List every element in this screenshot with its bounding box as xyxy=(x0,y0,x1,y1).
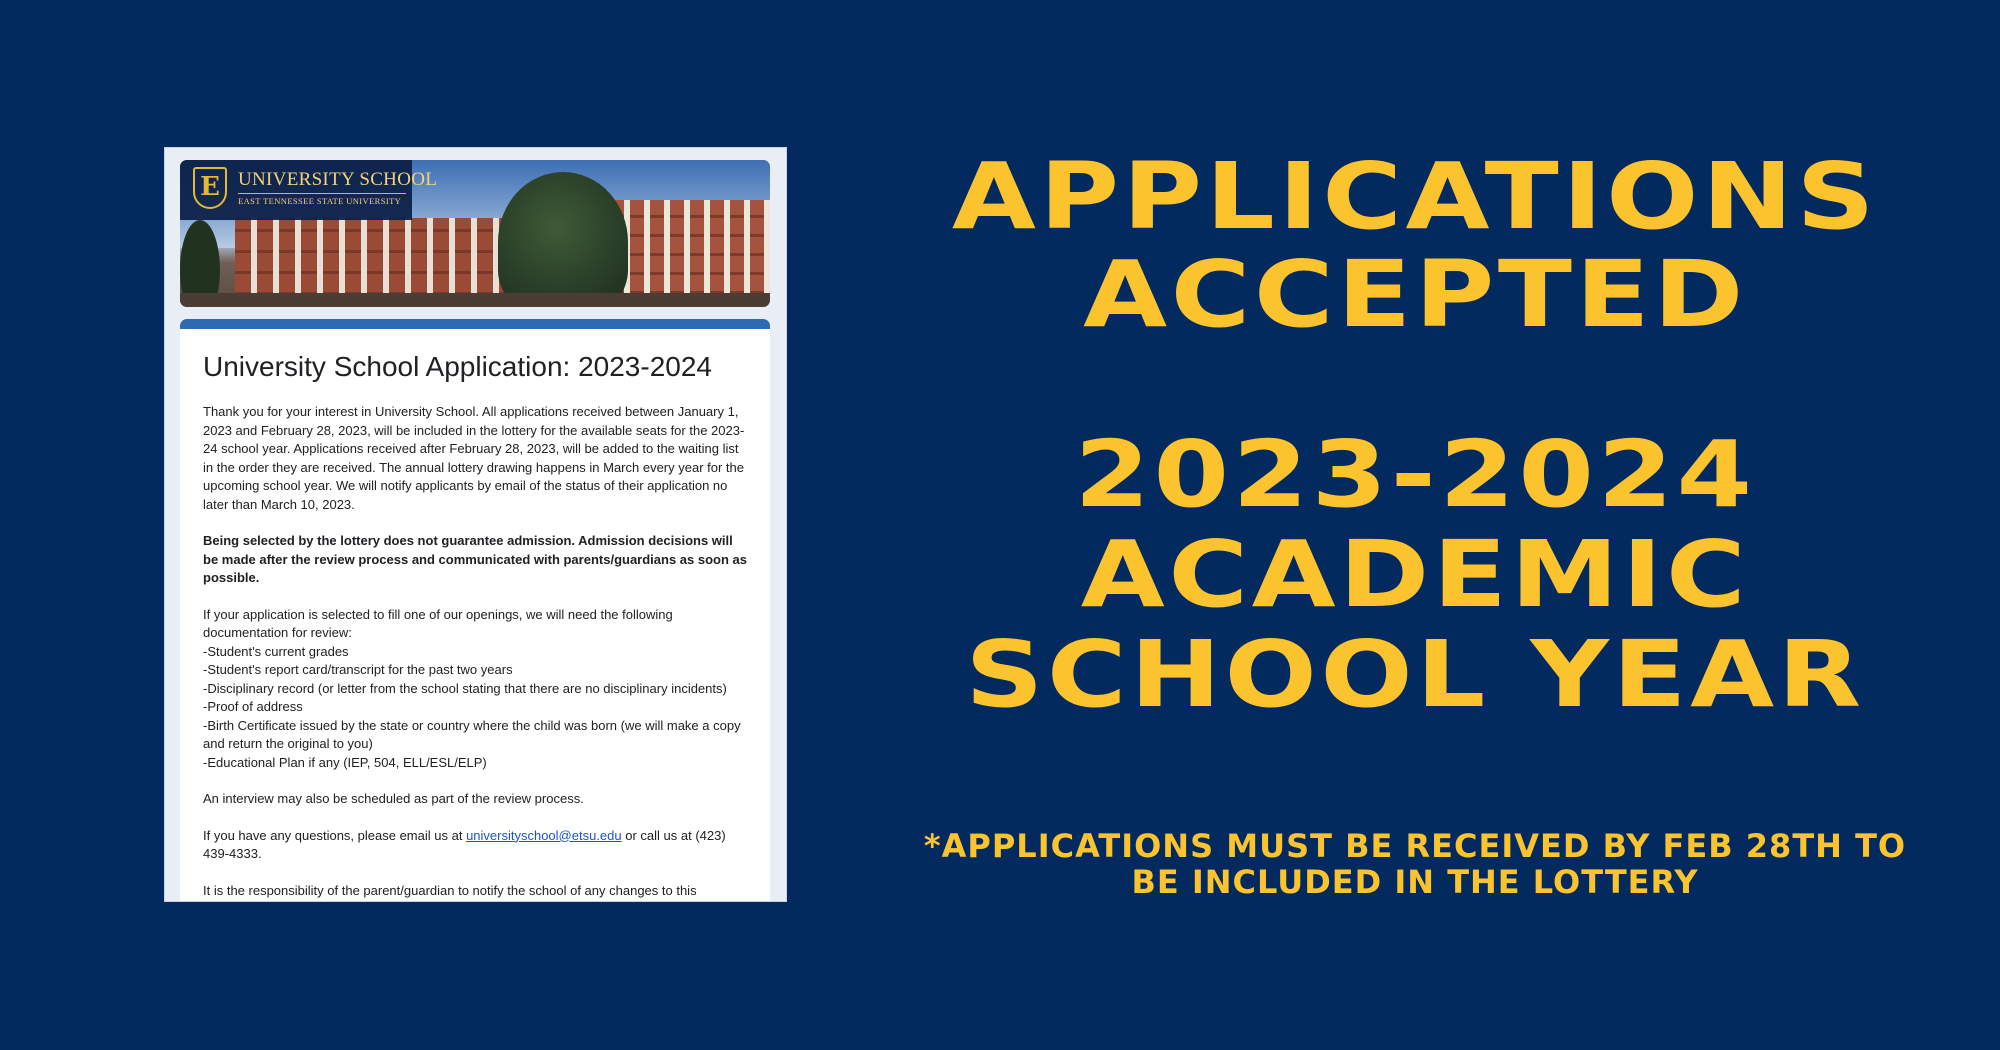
form-description-card xyxy=(180,319,770,902)
headline-line-1 xyxy=(860,143,1970,250)
documentation-item: -Educational Plan if any (IEP, 504, ELL/ESL/ELP) xyxy=(203,754,487,770)
headline-accepted: ACCEPTED xyxy=(1083,241,1747,348)
banner-ground xyxy=(180,293,770,307)
documentation-item: -Birth Certificate issued by the state or country where the child was born (we will make a copy and return the original to you) xyxy=(203,717,741,751)
school-logo xyxy=(180,160,438,220)
school-banner-image xyxy=(180,160,770,307)
contact-text-before: If you have any questions, please email us at xyxy=(203,827,463,843)
documentation-intro: If your application is selected to fill one of our openings, we will need the following documentation for review: xyxy=(203,606,673,640)
contact-text-after: or call us at (423) 439-4333. xyxy=(203,827,726,861)
banner-tree xyxy=(498,172,628,307)
contact-email-link[interactable]: universityschool@etsu.edu xyxy=(466,827,622,843)
headline-line-3 xyxy=(860,421,1970,528)
form-intro-text: Thank you for your interest in University School. All applications received between January 1, 2023 and February 28, 2023, will be included in the lottery for the available seats for the 2023-24 school year. Applications received after February 28, 2023, will be added to the waiting list in the order they are received. The annual lottery drawing happens in March every year for the upcoming school year. We will notify applicants by email of the status of their application no later than March 10, 2023. xyxy=(203,404,745,512)
headline-applications: APPLICATIONS xyxy=(951,143,1879,250)
headline-academic: ACADEMIC xyxy=(1080,521,1750,628)
headline-line-4 xyxy=(860,521,1970,628)
banner-building-wing xyxy=(610,200,770,307)
headline-year-range: 2023-2024 xyxy=(1074,421,1756,528)
documentation-item: -Disciplinary record (or letter from the school stating that there are no disciplinary incidents) xyxy=(203,680,727,696)
etsu-shield-icon: E xyxy=(193,167,227,209)
application-form-screenshot xyxy=(164,147,787,902)
headline-line-5 xyxy=(860,621,1970,728)
documentation-item: -Student's report card/transcript for the past two years xyxy=(203,662,513,677)
logo-school-name: UNIVERSITY SCHOOL xyxy=(238,169,438,190)
headline-line-2 xyxy=(860,241,1970,348)
form-interview-text: An interview may also be scheduled as part of the review process. xyxy=(203,791,584,806)
form-notice-text: Being selected by the lottery does not guarantee admission. Admission decisions will be made after the review process and communicated with parents/guardians as soon as possible. xyxy=(203,533,748,585)
form-contact-text xyxy=(203,827,747,864)
logo-university-name: EAST TENNESSEE STATE UNIVERSITY xyxy=(238,196,402,206)
logo-divider xyxy=(238,193,406,194)
form-title: University School Application: 2023-2024 xyxy=(203,351,712,382)
documentation-item: -Student's current grades xyxy=(203,643,349,659)
deadline-note: *APPLICATIONS MUST BE RECEIVED BY FEB 28TH TO BE INCLUDED IN THE LOTTERY xyxy=(923,827,1907,901)
form-responsibility-text: It is the responsibility of the parent/guardian to notify the school of any changes to this xyxy=(203,882,697,898)
headline-school-year: SCHOOL YEAR xyxy=(965,621,1865,728)
documentation-item: -Proof of address xyxy=(203,699,303,714)
form-documentation-list xyxy=(203,606,747,773)
